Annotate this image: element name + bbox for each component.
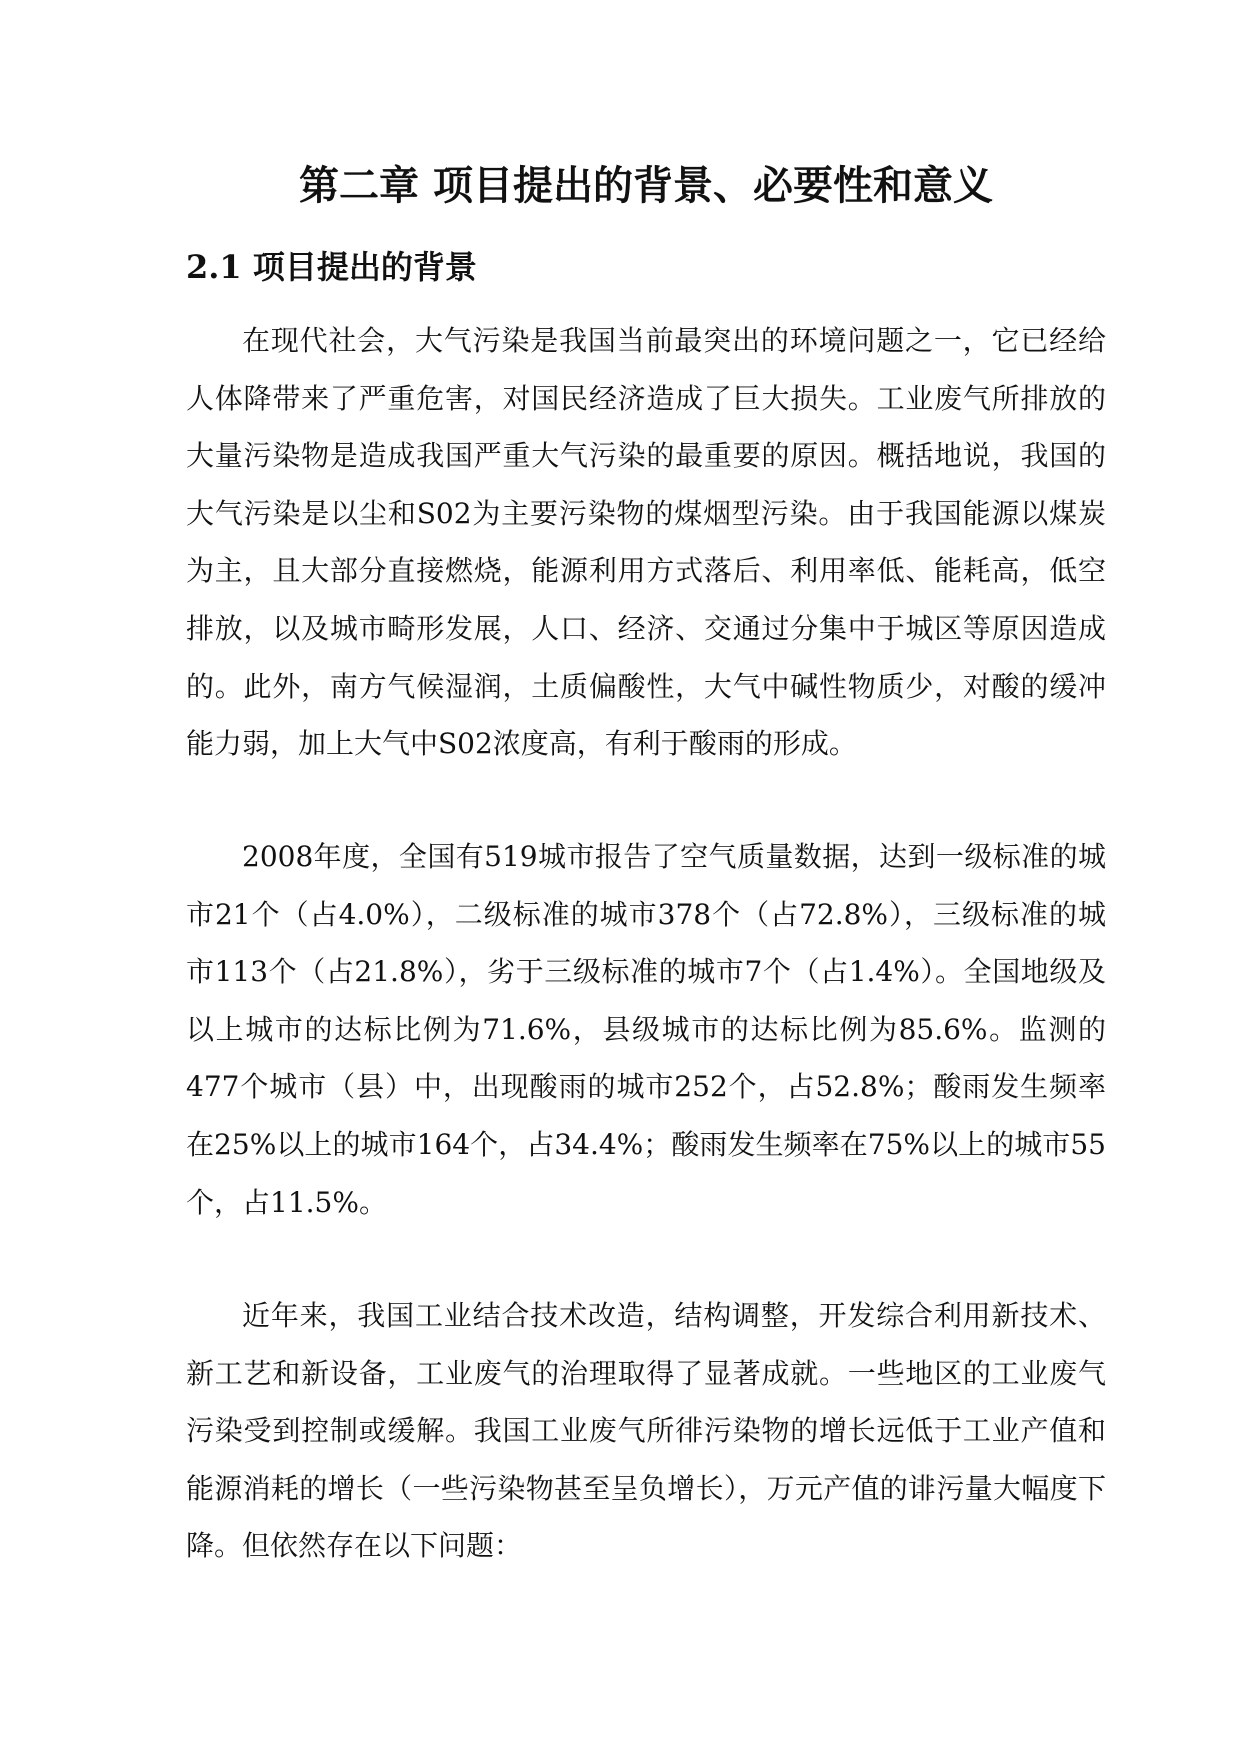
section-heading: 2.1 项目提出的背景 (186, 248, 477, 286)
paragraph-background: 在现代社会，大气污染是我国当前最突出的环境问题之一，它已经给人体降带来了严重危害，对国民经济造成了巨大损失。工业废气所排放的大量污染物是造成我国严重大气污染的最重要的原因。概括地说，我国的大气污染是以尘和S02为主要污染物的煤烟型污染。由于我国能源以煤炭为主，且大部分直接燃烧，能源利用方式落后、利用率低、能耗高，低空排放，以及城市畸形发展，人口、经济、交通过分集中于城区等原因造成的。此外，南方气候湿润，土质偏酸性，大气中碱性物质少，对酸的缓冲能力弱，加上大气中S02浓度高，有利于酸雨的形成。 (186, 324, 1106, 761)
chapter-title: 第二章 项目提出的背景、必要性和意义 (299, 162, 993, 209)
paragraph-air-quality-stats: 2008年度，全国有519城市报告了空气质量数据，达到一级标准的城市21个（占4.0%），二级标准的城市378个（占72.8%），三级标准的城市113个（占21.8%），劣于三级标准的城市7个（占1.4%）。全国地级及以上城市的达标比例为71.6%，县级城市的达标比例为85.6%。监测的477个城市（县）中，出现酸雨的城市252个，占52.8%；酸雨发生频率在25%以上的城市164个，占34.4%；酸雨发生频率在75%以上的城市55个，占11.5%。 (186, 840, 1106, 1219)
paragraph-recent-progress: 近年来，我国工业结合技术改造，结构调整，开发综合利用新技术、新工艺和新设备，工业废气的治理取得了显著成就。一些地区的工业废气污染受到控制或缓解。我国工业废气所徘污染物的增长远低于工业产值和能源消耗的增长（一些污染物甚至呈负增长），万元产值的诽污量大幅度下降。但依然存在以下问题： (186, 1299, 1106, 1563)
